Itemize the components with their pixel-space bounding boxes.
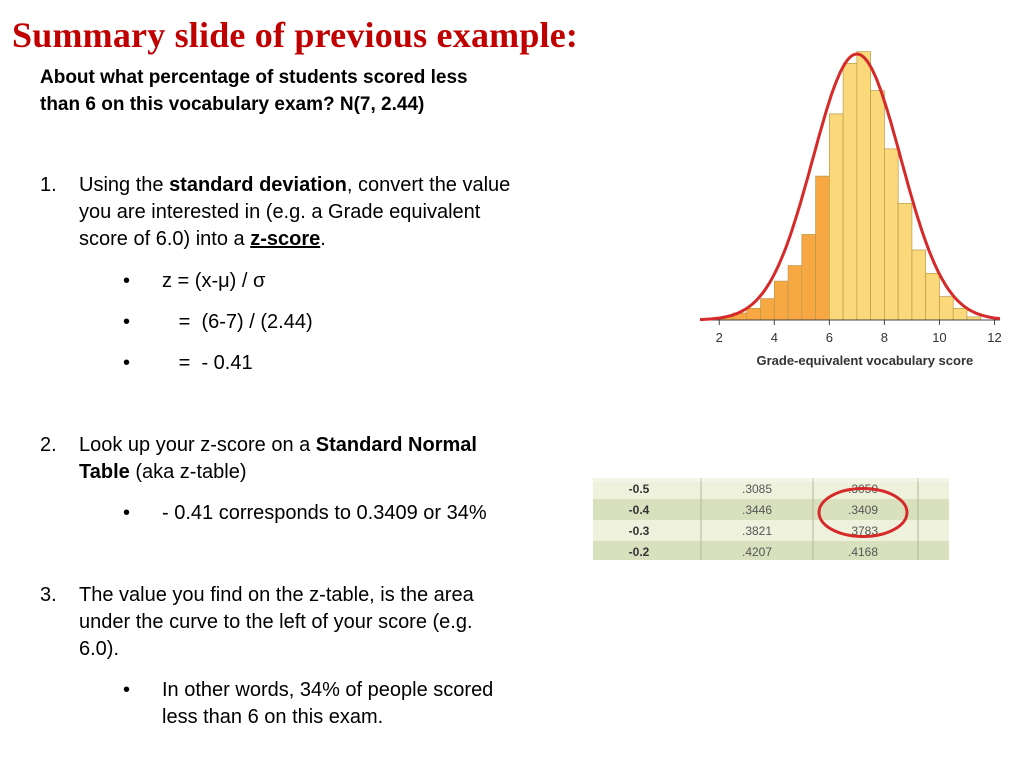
step-text [79,172,579,253]
text-run: . [320,228,326,250]
bullet-line: In other words, 34% of people scored [162,679,494,701]
bullet-dot: • [123,502,131,524]
probability-cell: .3446 [741,503,773,517]
histogram-bar [898,203,912,320]
bullet-text [162,677,493,731]
probability-cell: .3050 [847,482,879,496]
histogram-bar [788,266,802,320]
text-run: Look up your z-score on a [79,434,316,456]
step-line: under the curve to the left of your score (e.g. [79,611,473,633]
histogram-bar [871,91,885,320]
z-value-cell: -0.3 [628,524,650,538]
histogram-bar [816,176,830,320]
histogram-bar [761,299,775,320]
text-run: (aka z-table) [129,461,247,483]
step-number: 2. [40,434,57,456]
z-table-excerpt [593,478,949,560]
histogram-bar [939,297,953,320]
step-text [79,432,579,486]
text-run: , convert the value [346,174,511,196]
text-bold: Table [79,461,130,483]
table-top-edge [593,478,949,482]
z-value-cell: -0.2 [628,545,650,559]
step-line [79,432,579,459]
histogram-bar [926,273,940,320]
x-tick-label: 2 [715,330,723,345]
x-tick-label: 12 [987,330,1002,345]
histogram-bar [829,114,843,320]
histogram-bar [953,308,967,320]
histogram-bar [857,52,871,320]
z-value-cell: -0.4 [628,503,650,517]
histogram-bar [912,250,926,320]
x-tick-label: 8 [880,330,889,345]
bullet-dot: • [123,679,131,701]
histogram-bar [802,234,816,320]
step-line: 6.0). [79,638,120,660]
x-axis-title: Grade-equivalent vocabulary score [756,353,974,368]
bullet-text: = - 0.41 [162,352,253,374]
histogram-bar [747,308,761,320]
x-tick-label: 6 [825,330,833,345]
histogram-chart [690,30,1006,375]
histogram-bar [774,281,788,320]
bullet-dot: • [123,311,131,333]
probability-cell: .3085 [741,482,773,496]
step-line: you are interested in (e.g. a Grade equivalent [79,201,481,223]
x-tick-label: 4 [770,330,778,345]
histogram-bar [884,149,898,320]
text-bold: Standard Normal [315,434,477,456]
probability-cell: .4207 [741,545,773,559]
bullet-dot: • [123,352,131,374]
step-number: 1. [40,174,57,196]
bullet-dot: • [123,270,131,292]
text-bold-underline: z-score [250,228,321,250]
slide-title: Summary slide of previous example: [12,15,579,55]
bullet-line: less than 6 on this exam. [162,706,384,728]
step-text [79,582,579,663]
question-text [40,64,580,118]
text-run: score of 6.0) into a [79,228,251,250]
question-line: than 6 on this vocabulary exam? N(7, 2.44) [40,94,425,115]
probability-cell: .4168 [847,545,879,559]
step-line [79,459,579,486]
step-line [79,226,579,253]
x-tick-label: 10 [932,330,947,345]
text-run: Using the [79,174,170,196]
probability-cell: .3783 [847,524,879,538]
z-value-cell: -0.5 [628,482,650,496]
step-line [79,172,579,199]
step-number: 3. [40,584,57,606]
probability-cell: .3409 [847,503,879,517]
bullet-text: z = (x-μ) / σ [162,270,266,292]
probability-cell: .3821 [741,524,773,538]
text-bold: standard deviation [169,174,347,196]
step-line: The value you find on the z-table, is the area [79,584,474,606]
histogram-bar [843,63,857,320]
bullet-text: = (6-7) / (2.44) [162,311,313,333]
bullet-text: - 0.41 corresponds to 0.3409 or 34% [162,502,487,524]
question-line: About what percentage of students scored less [40,67,468,88]
